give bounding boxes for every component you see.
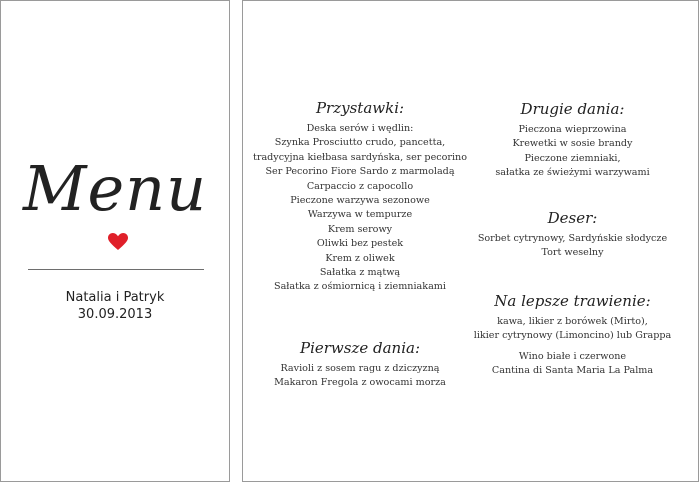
- heart-icon: [108, 233, 128, 251]
- list-item: sałatka ze świeżymi warzywami: [495, 167, 650, 179]
- section-heading: Na lepsze trawienie:: [494, 292, 651, 310]
- couple-names: Natalia i Patryk: [65, 290, 165, 305]
- divider-line: [28, 269, 204, 270]
- menu-title: Menu: [22, 152, 208, 225]
- section-deser: [460, 208, 685, 261]
- item-list: [245, 362, 475, 391]
- section-na-lepsze-trawienie: [460, 291, 685, 379]
- list-item: Makaron Fregola z owocami morza: [274, 377, 446, 389]
- list-item: Ravioli z sosem ragu z dziczyzną: [280, 363, 440, 374]
- list-item: Wino białe i czerwone: [518, 350, 627, 362]
- list-item: Ser Pecorino Fiore Sardo z marmoladą: [265, 166, 455, 178]
- list-item: likier cytrynowy (Limoncino) lub Grappa: [473, 330, 672, 342]
- list-item: Szynka Prosciutto crudo, pancetta,: [274, 137, 446, 149]
- section-pierwsze-dania: [245, 338, 475, 391]
- couple-block: [0, 289, 230, 323]
- list-item: Oliwki bez pestek: [316, 238, 404, 250]
- section-drugie-dania: [460, 99, 685, 181]
- list-item: Sorbet cytrynowy, Sardyńskie słodycze: [477, 233, 668, 244]
- list-item: Krem z oliwek: [325, 252, 395, 264]
- section-heading: Deser:: [547, 209, 598, 227]
- list-item: Pieczone ziemniaki,: [524, 152, 621, 164]
- list-item: Warzywa w tempurze: [307, 209, 413, 221]
- item-list: [460, 232, 685, 261]
- section-heading: Pierwsze dania:: [299, 339, 421, 357]
- wedding-date: 30.09.2013: [77, 307, 153, 322]
- list-item: Cantina di Santa Maria La Palma: [491, 365, 654, 377]
- list-item: Krewetki w sosie brandy: [512, 138, 633, 150]
- list-item: Tort weselny: [541, 247, 604, 259]
- list-item: Krem serowy: [327, 223, 393, 235]
- item-list: [460, 315, 685, 379]
- item-list: [460, 123, 685, 181]
- section-heading: Drugie dania:: [520, 100, 625, 118]
- list-item: Pieczona wieprzowina: [518, 124, 627, 135]
- section-przystawki: [245, 98, 475, 295]
- list-item: Sałatka z ośmiornicą i ziemniakami: [274, 281, 446, 293]
- list-item: tradycyjna kiełbasa sardyńska, ser pecorino: [253, 151, 467, 163]
- list-item: Deska serów i wędlin:: [306, 123, 414, 134]
- item-list: [245, 122, 475, 295]
- list-item: Pieczone warzywa sezonowe: [290, 195, 430, 207]
- section-heading: Przystawki:: [315, 99, 405, 117]
- list-item: Carpaccio z capocollo: [306, 180, 414, 192]
- list-item: Sałatka z mątwą: [319, 267, 401, 279]
- list-item: kawa, likier z borówek (Mirto),: [497, 316, 648, 327]
